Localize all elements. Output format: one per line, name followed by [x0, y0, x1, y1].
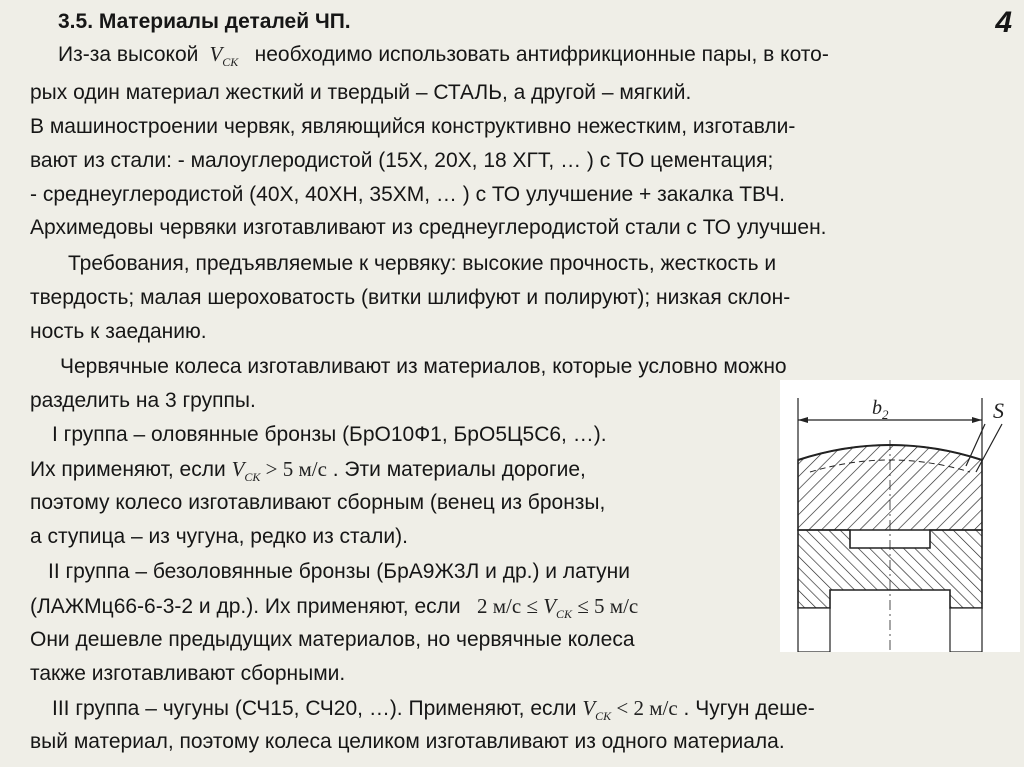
text-segment: . Эти материалы дорогие,	[332, 458, 586, 481]
formula-condition-2	[466, 594, 639, 622]
text-segment: Их применяют, если	[30, 458, 226, 481]
formula-relation: > 5 м/с	[265, 457, 327, 481]
formula-v-sub: СК	[244, 470, 261, 485]
formula-left: 2 м/с ≤	[476, 594, 538, 618]
formula-v: V	[582, 696, 596, 720]
formula-condition-3	[582, 696, 678, 724]
page-number: 4	[995, 6, 1012, 39]
text-line-15: а ступица – из чугуна, редко из стали).	[30, 525, 408, 548]
formula-v-sub: СК	[556, 607, 572, 622]
formula-vsk	[204, 42, 249, 70]
text-line-20	[52, 696, 815, 728]
drawing-svg	[780, 380, 1020, 652]
formula-relation: < 2 м/с	[616, 696, 678, 720]
text-segment: (ЛАЖМц66-6-3-2 и др.). Их применяют, если	[30, 595, 461, 618]
formula-v: V	[209, 42, 223, 66]
text-line-12: I группа – оловянные бронзы (БрО10Ф1, БрО5Ц5С6, …).	[52, 423, 607, 446]
formula-right: ≤ 5 м/с	[577, 594, 639, 618]
worm-wheel-section-drawing	[780, 380, 1020, 652]
text-line-2: рых один материал жесткий и твердый – СТАЛЬ, а другой – мягкий.	[30, 81, 692, 104]
slide-title: 3.5. Материалы деталей ЧП.	[58, 10, 351, 33]
text-line-19: также изготавливают сборными.	[30, 662, 346, 685]
text-line-3: В машиностроении червяк, являющийся конструктивно нежестким, изготавли-	[30, 115, 796, 138]
text-line-10: Червячные колеса изготавливают из материалов, которые условно можно	[60, 355, 787, 378]
text-segment: Из-за высокой	[58, 43, 199, 66]
formula-v: V	[543, 594, 557, 618]
text-segment: необходимо использовать антифрикционные пары, в кото-	[254, 43, 829, 66]
text-line-1	[58, 42, 829, 74]
text-line-4: вают из стали: - малоуглеродистой (15Х, 20Х, 18 ХГТ, … ) с ТО цементация;	[30, 149, 774, 172]
text-line-16: II группа – безоловянные бронзы (БрА9Ж3Л и др.) и латуни	[48, 560, 631, 583]
text-line-7: Требования, предъявляемые к червяку: высокие прочность, жесткость и	[68, 252, 777, 275]
text-line-6: Архимедовы червяки изготавливают из среднеуглеродистой стали с ТО улучшен.	[30, 216, 827, 239]
formula-v: V	[231, 457, 245, 481]
text-line-21: вый материал, поэтому колеса целиком изготавливают из одного материала.	[30, 730, 785, 753]
text-line-11: разделить на 3 группы.	[30, 389, 256, 412]
formula-v-sub: СК	[222, 55, 239, 70]
hub-flange-left	[798, 608, 830, 652]
formula-condition-1	[231, 457, 327, 485]
text-line-14: поэтому колесо изготавливают сборным (венец из бронзы,	[30, 491, 606, 514]
text-segment: III группа – чугуны (СЧ15, СЧ20, …). Применяют, если	[52, 697, 577, 720]
arrow-right-icon	[972, 417, 982, 423]
hub-flange-right	[950, 608, 982, 652]
formula-v-sub: СК	[595, 709, 612, 724]
text-line-9: ность к заеданию.	[30, 320, 207, 343]
text-line-5: - среднеуглеродистой (40Х, 40ХН, 35ХМ, … ) с ТО улучшение + закалка ТВЧ.	[30, 183, 785, 206]
text-line-8: твердость; малая шероховатость (витки шлифуют и полируют); низкая склон-	[30, 286, 791, 309]
text-line-17	[30, 594, 638, 626]
text-line-18: Они дешевле предыдущих материалов, но червячные колеса	[30, 628, 635, 651]
text-segment: . Чугун деше-	[683, 697, 815, 720]
label-s: S	[993, 398, 1004, 423]
text-line-13	[30, 457, 586, 489]
label-b2: $b_2$	[872, 397, 889, 422]
arrow-left-icon	[798, 417, 808, 423]
